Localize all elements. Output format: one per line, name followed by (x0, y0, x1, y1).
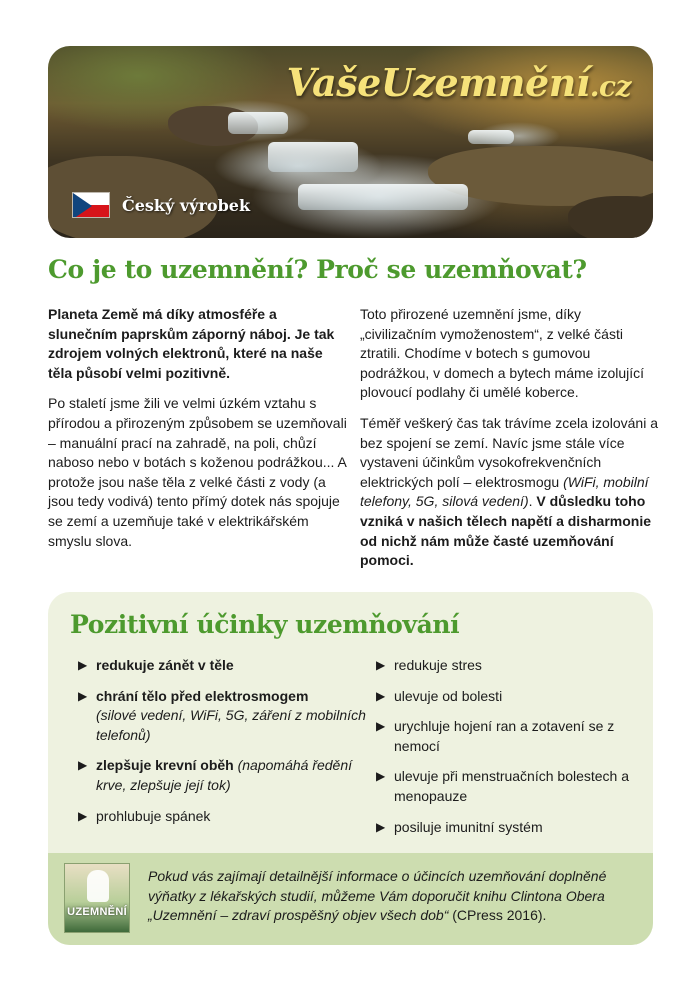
triangle-right-icon: ▶ (376, 688, 386, 703)
book-recommendation-text: Pokud vás zajímají detailnější informace o účincích uzemňování doplněné výňatky z lékařských studií, můžeme Vám doporučit knihu Clintona Obera „Uzemnění – zdraví prospěšný objev všech dob“ (CPress 2016). (148, 868, 607, 924)
list-item: ▶ redukuje stres (374, 656, 644, 676)
waterfall-tier (228, 112, 288, 134)
benefits-panel (48, 592, 653, 945)
intro-paragraph: Po staletí jsme žili ve velmi úzkém vztahu s přírodou a přirozeným způsobem se uzemňovali – manuální prací na zahradě, na poli, chůzí naboso nebo v botách s koženou podrážkou... A protože jsou naše těla z velké části z vody (a jsou tedy vodivá) tento přímý dotek nás spojuje se zemí a uzemňuje také v elektrikářském smyslu slova. (48, 395, 347, 549)
intro-right-column (360, 305, 660, 582)
list-item: ▶ ulevuje při menstruačních bolestech a menopauze (376, 768, 630, 804)
made-in-label: Český výrobek (122, 195, 251, 215)
benefits-title: Pozitivní účinky uzemňování (70, 610, 460, 639)
brand-logo (287, 60, 631, 105)
intro-title: Co je to uzemnění? Proč se uzemňovat? (48, 255, 587, 284)
triangle-right-icon: ▶ (78, 758, 88, 773)
benefits-list-left (76, 656, 366, 837)
list-item: ▶ urychluje hojení ran a zotavení se z nemocí (376, 718, 615, 754)
brand-tld: .cz (589, 70, 631, 103)
waterfall-tier (298, 184, 468, 210)
benefits-list-right (374, 656, 644, 848)
triangle-right-icon: ▶ (78, 808, 88, 823)
intro-paragraph: Téměř veškerý čas tak trávíme zcela izolováni a bez spojení se zemí. Navíc jsme stále více vystaveni účinkům vysokofrekvenčních elektrických polí – elektrosmogu (WiFi, mobilní telefony, 5G, silová vedení). V důsledku toho vzniká v našich tělech napětí a disharmonie od nichž nám může časté uzemňování pomoci. (360, 414, 658, 569)
hero-banner (48, 46, 653, 238)
intro-left-column (48, 305, 348, 562)
triangle-right-icon: ▶ (376, 719, 386, 734)
waterfall-tier (468, 130, 514, 144)
triangle-right-icon: ▶ (78, 688, 88, 703)
list-item: ▶ posiluje imunitní systém (374, 818, 644, 838)
triangle-right-icon: ▶ (376, 819, 386, 834)
list-item: ▶ prohlubuje spánek (76, 807, 366, 827)
list-item: ▶ chrání tělo před elektrosmogem (silové vedení, WiFi, 5G, záření z mobilních telefonů) (78, 687, 366, 743)
triangle-right-icon: ▶ (78, 658, 88, 672)
book-cover-image (64, 863, 130, 933)
list-item: ▶ zlepšuje krevní oběh (napomáhá ředění krve, zlepšuje její tok) (78, 757, 353, 793)
book-cover-title: UZEMNĚNÍ (67, 906, 127, 918)
triangle-right-icon: ▶ (376, 769, 386, 784)
triangle-right-icon: ▶ (376, 658, 386, 672)
made-in-badge (72, 192, 250, 218)
waterfall-tier (268, 142, 358, 172)
czech-flag-icon (72, 192, 110, 218)
book-recommendation (48, 853, 653, 945)
intro-paragraph: Toto přirozené uzemnění jsme, díky „civilizačním vymoženostem“, z velké části ztratili. Chodíme v botech s gumovou podrážkou, v domech a bytech máme izolující plovoucí podlahy či umělé koberce. (360, 306, 645, 401)
brand-name: VašeUzemnění (286, 60, 590, 105)
intro-lead-paragraph: Planeta Země má díky atmosféře a slunečním paprskům záporný náboj. Je tak zdrojem volných elektronů, které na naše těla působí velmi pozitivně. (48, 306, 335, 381)
list-item: ▶ ulevuje od bolesti (374, 687, 644, 707)
list-item: ▶ redukuje zánět v těle (76, 656, 366, 676)
